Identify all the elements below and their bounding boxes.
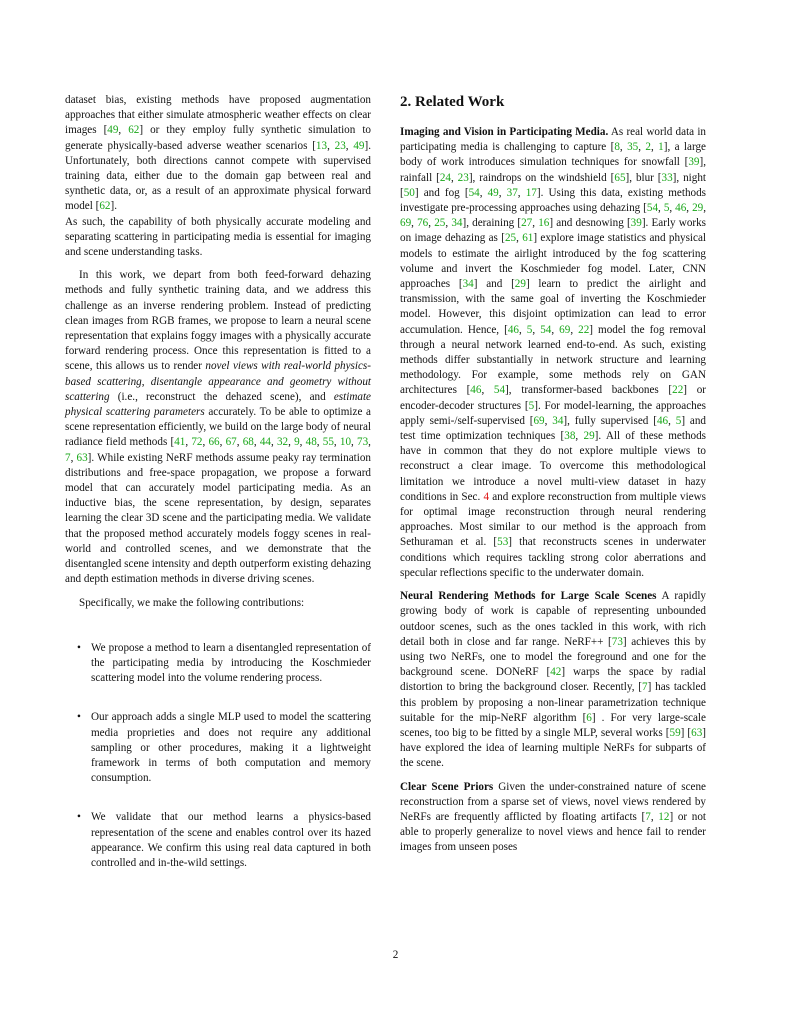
citation-link[interactable]: 10 bbox=[339, 436, 352, 449]
citation-link[interactable]: 34 bbox=[462, 278, 474, 291]
citation-link[interactable]: 22 bbox=[578, 323, 590, 336]
citation-link[interactable]: 48 bbox=[305, 436, 317, 449]
list-item bbox=[65, 810, 371, 871]
citation-link[interactable]: 61 bbox=[522, 232, 534, 245]
right-column bbox=[400, 93, 706, 856]
paragraph-text: In this work, we depart from both feed-forward dehazing methods and fully synthetic training data, and we address this challenge as an inverse rendering problem. Instead of predicting clean images from RGB frames, we propose to learn a neural scene representation that explains foggy images with a physically accurate forward rendering process. Once this representation is fitted to a scene, this allows us to render bbox=[65, 269, 371, 373]
page-number: 2 bbox=[392, 949, 399, 961]
runin-heading: Clear Scene Priors bbox=[400, 780, 494, 793]
citation-link[interactable]: 73 bbox=[611, 635, 623, 648]
citation-link[interactable]: 76 bbox=[417, 217, 429, 230]
citation-link[interactable]: 5 bbox=[663, 202, 670, 215]
paragraph-text: A rapidly growing body of work is capable of representing unbounded outdoor scenes, such as the ones tackled in this work, with rich detail both in close and far range. NeRF++ [73] achieves this by using two NeRFs, one to model the foreground and one for the background scene. DONeRF [42] warps the space by radial distortion to bring the background closer. Recently, [7] has tackled this problem by proposing a non-linear parametrization technique suitable for the mip-NeRF algorithm [6] . For very large-scale scenes, too big to be fitted by a single MLP, several works [59] [63] have explored the idea of learning multiple NeRFs for subparts of the scene. bbox=[400, 590, 706, 770]
citation-link[interactable]: 13 bbox=[315, 139, 328, 152]
citation-link[interactable]: 5 bbox=[528, 399, 535, 412]
citation-link[interactable]: 37 bbox=[506, 186, 518, 199]
citation-link[interactable]: 7 bbox=[642, 681, 648, 694]
citation-link[interactable]: 7 bbox=[645, 810, 651, 823]
paragraph-text: (i.e., reconstruct the dehazed scene), and bbox=[109, 390, 334, 403]
section-reference-link[interactable]: 4 bbox=[483, 490, 490, 503]
citation-link[interactable]: 62 bbox=[99, 200, 111, 213]
left-column bbox=[65, 93, 371, 895]
runin-heading: Imaging and Vision in Participating Media. bbox=[400, 126, 609, 138]
paragraph-text: and explore reconstruction from multiple views for optimal image reconstruction through neural rendering approaches. Most similar to our method is the approach from Sethuraman et al. [53] that reconstructs scenes in underwater conditions which requires tackling strong color aberrations and specular reflections specific to the underwater domain. bbox=[400, 490, 706, 579]
citation-link[interactable]: 8 bbox=[614, 141, 620, 154]
citation-link[interactable]: 16 bbox=[538, 217, 550, 230]
list-item bbox=[65, 710, 371, 786]
citation-link[interactable]: 59 bbox=[669, 726, 681, 739]
citation-link[interactable]: 44 bbox=[259, 436, 271, 449]
citation-link[interactable]: 63 bbox=[76, 451, 88, 464]
citation-link[interactable]: 65 bbox=[614, 171, 626, 184]
citation-link[interactable]: 49 bbox=[353, 139, 365, 152]
emphasis-estimate: estimate physical scattering parameters bbox=[65, 390, 371, 419]
citation-link[interactable]: 63 bbox=[691, 726, 703, 739]
citation-link[interactable]: 17 bbox=[525, 186, 537, 199]
citation-link[interactable]: 25 bbox=[434, 217, 446, 230]
citation-link[interactable]: 67 bbox=[225, 436, 237, 449]
paragraph-participating-media bbox=[400, 125, 706, 581]
citation-link[interactable]: 1 bbox=[658, 141, 664, 154]
citation-link[interactable]: 69 bbox=[400, 217, 412, 230]
citation-link[interactable]: 39 bbox=[688, 156, 700, 169]
paragraph-clear-scene-priors bbox=[400, 780, 706, 856]
citation-link[interactable]: 29 bbox=[692, 202, 704, 215]
citation-link[interactable]: 6 bbox=[586, 711, 592, 724]
bullet-glyph: • bbox=[77, 711, 81, 724]
list-item-text: We propose a method to learn a disentangled representation of the participating media by introducing the Koschmieder scattering model into the volume rendering process. bbox=[91, 641, 371, 685]
citation-link[interactable]: 42 bbox=[550, 666, 562, 679]
bullet-glyph: • bbox=[77, 641, 81, 654]
citation-link[interactable]: 22 bbox=[672, 384, 684, 397]
citation-link[interactable]: 68 bbox=[242, 436, 254, 449]
citation-link[interactable]: 54 bbox=[646, 202, 659, 215]
citation-link[interactable]: 33 bbox=[661, 171, 673, 184]
citation-link[interactable]: 53 bbox=[497, 536, 509, 549]
citation-link[interactable]: 34 bbox=[552, 414, 564, 427]
citation-link[interactable]: 46 bbox=[656, 414, 669, 427]
citation-link[interactable]: 12 bbox=[658, 810, 670, 823]
list-item bbox=[65, 641, 371, 687]
citation-link[interactable]: 24 bbox=[439, 171, 451, 184]
contributions-list bbox=[65, 641, 371, 871]
citation-link[interactable]: 27 bbox=[521, 217, 533, 230]
citation-link[interactable]: 72 bbox=[191, 436, 203, 449]
citation-link[interactable]: 32 bbox=[276, 436, 289, 449]
paragraph-large-scale-scenes bbox=[400, 589, 706, 771]
citation-link[interactable]: 34 bbox=[451, 217, 463, 230]
citation-link[interactable]: 29 bbox=[514, 278, 526, 291]
citation-link[interactable]: 23 bbox=[457, 171, 469, 184]
citation-link[interactable]: 55 bbox=[322, 436, 334, 449]
paragraph-text: Given the under-constrained nature of scene reconstruction from a sparse set of views, novel views rendered by NeRFs are frequently afflicted by floating artifacts [7, 12] or not able to properly generalize to novel views and hence fail to render images from unseen poses bbox=[400, 780, 706, 854]
paragraph-text: , bbox=[141, 375, 151, 388]
citation-link[interactable]: 9 bbox=[294, 436, 300, 449]
citation-link[interactable]: 38 bbox=[564, 430, 576, 443]
citation-link[interactable]: 5 bbox=[675, 414, 682, 427]
citation-link[interactable]: 73 bbox=[357, 436, 369, 449]
paragraph-text: accurately. To be able to optimize a scene representation efficiently, we build on the large body of neural radiance field methods [41, 72, 66, 67, 68, 44, 32, 9, 48, 55, 10, 73, 7, 63]. While existing NeRF methods assume peaky ray termination distributions and free-space propagation, we propose a forward model that can accurately model participating media. As an inductive bias, the scene representation, by design, separates learning the clear 3D scene and the participating media. We validate that the proposed method accurately models foggy scenes in real-world and controlled scenes, and we demonstrate that the disentangled scene intensity and depth outperform existing dehazing and depth estimation methods in diverse driving scenes. bbox=[65, 406, 371, 586]
list-item-text: Our approach adds a single MLP used to model the scattering media proprieties and does not require any additional sampling or other procedures, making it a lightweight framework in terms of both computation and memory consumption. bbox=[91, 711, 371, 785]
paragraph-dataset-bias: dataset bias, existing methods have proposed augmentation approaches that either simulate atmospheric weather effects on clear images [49, 62] or they employ fully synthetic simulation to generate physically-based adverse weather scenarios [13, 23, 49]. Unfortunately, both directions cannot compete with supervised training data, either due to the domain gap between real and synthetic data, or, as a result of an approximate physical forward model [62]. bbox=[65, 94, 371, 213]
citation-link[interactable]: 54 bbox=[540, 323, 552, 336]
paragraph-contributions-intro: Specifically, we make the following contributions: bbox=[79, 596, 305, 609]
emphasis-disentangle: disentangle appearance and geometry without scattering bbox=[65, 375, 371, 403]
emphasis-novel-views: novel views with real-world physics-based scattering bbox=[65, 360, 371, 388]
paragraph-text: As real world data in participating media is challenging to capture [8, 35, 2, 1], a large body of work introduces simulation techniques for snowfall [39], rainfall [24, 23], raindrops on the windshield [65], blur [33], night [50] and fog [54, 49, 37, 17]. Using this data, existing methods investigate pre-processing approaches using dehazing [54, 5, 46, 29, 69, 76, 25, 34], deraining [27, 16] and desnowing [39]. Early works on image dehazing as [25, 61] explore image statistics and physical models to estimate the airlight introduced by the fog scattering volume and invert the Koschmieder fog model. Later, CNN approaches [34] and [29] learn to predict the airlight and transmission, with the same goal of inverting the Koschmieder model. However, this disjoint optimization can lead to error accumulation. Hence, [46, 5, 54, 69, 22] model the fog removal through a neural network learned end-to-end. As such, existing methods differ substantially in network structure and learning methodology. For example, some methods rely on GAN architectures [46, 54], transformer-based backbones [22] or encoder-decoder structures [5]. For model-learning, the approaches apply semi-/self-supervised [69, 34], fully supervised [46, 5] and test time optimization techniques [38, 29]. All of these methods have in common that they do not explore multiple views to reconstruct a clear image. To overcome this methodological limitation we introduce a novel multi-view dataset in hazy conditions in Sec. bbox=[400, 126, 707, 503]
citation-link[interactable]: 5 bbox=[526, 323, 533, 336]
list-item-text: We validate that our method learns a physics-based representation of the scene and enables control over its hazed appearance. We confirm this using real data captured in both controlled and in-the-wild settings. bbox=[91, 811, 371, 869]
citation-link[interactable]: 46 bbox=[470, 384, 482, 397]
section-heading: 2. Related Work bbox=[400, 94, 505, 110]
citation-link[interactable]: 2 bbox=[645, 141, 651, 154]
citation-link[interactable]: 54 bbox=[493, 384, 506, 397]
citation-link[interactable]: 62 bbox=[128, 124, 140, 137]
paragraph-this-work bbox=[65, 268, 371, 587]
citation-link[interactable]: 54 bbox=[468, 186, 480, 199]
citation-link[interactable]: 23 bbox=[334, 139, 346, 152]
citation-link[interactable]: 41 bbox=[174, 436, 186, 449]
citation-link[interactable]: 46 bbox=[675, 202, 687, 215]
citation-link[interactable]: 35 bbox=[627, 141, 639, 154]
citation-link[interactable]: 29 bbox=[583, 430, 595, 443]
citation-link[interactable]: 39 bbox=[630, 217, 642, 230]
citation-link[interactable]: 49 bbox=[487, 186, 499, 199]
citation-link[interactable]: 66 bbox=[208, 436, 220, 449]
citation-link[interactable]: 25 bbox=[504, 232, 517, 245]
citation-link[interactable]: 50 bbox=[403, 186, 415, 199]
citation-link[interactable]: 49 bbox=[107, 124, 119, 137]
citation-link[interactable]: 46 bbox=[507, 323, 519, 336]
citation-link[interactable]: 7 bbox=[65, 451, 71, 464]
runin-heading: Neural Rendering Methods for Large Scale Scenes bbox=[400, 590, 657, 603]
paragraph-capability: As such, the capability of both physically accurate modeling and separating scattering in participating media is essential for imaging and scene understanding tasks. bbox=[65, 215, 371, 259]
citation-link[interactable]: 69 bbox=[533, 414, 545, 427]
bullet-glyph: • bbox=[77, 811, 81, 824]
citation-link[interactable]: 69 bbox=[559, 323, 571, 336]
